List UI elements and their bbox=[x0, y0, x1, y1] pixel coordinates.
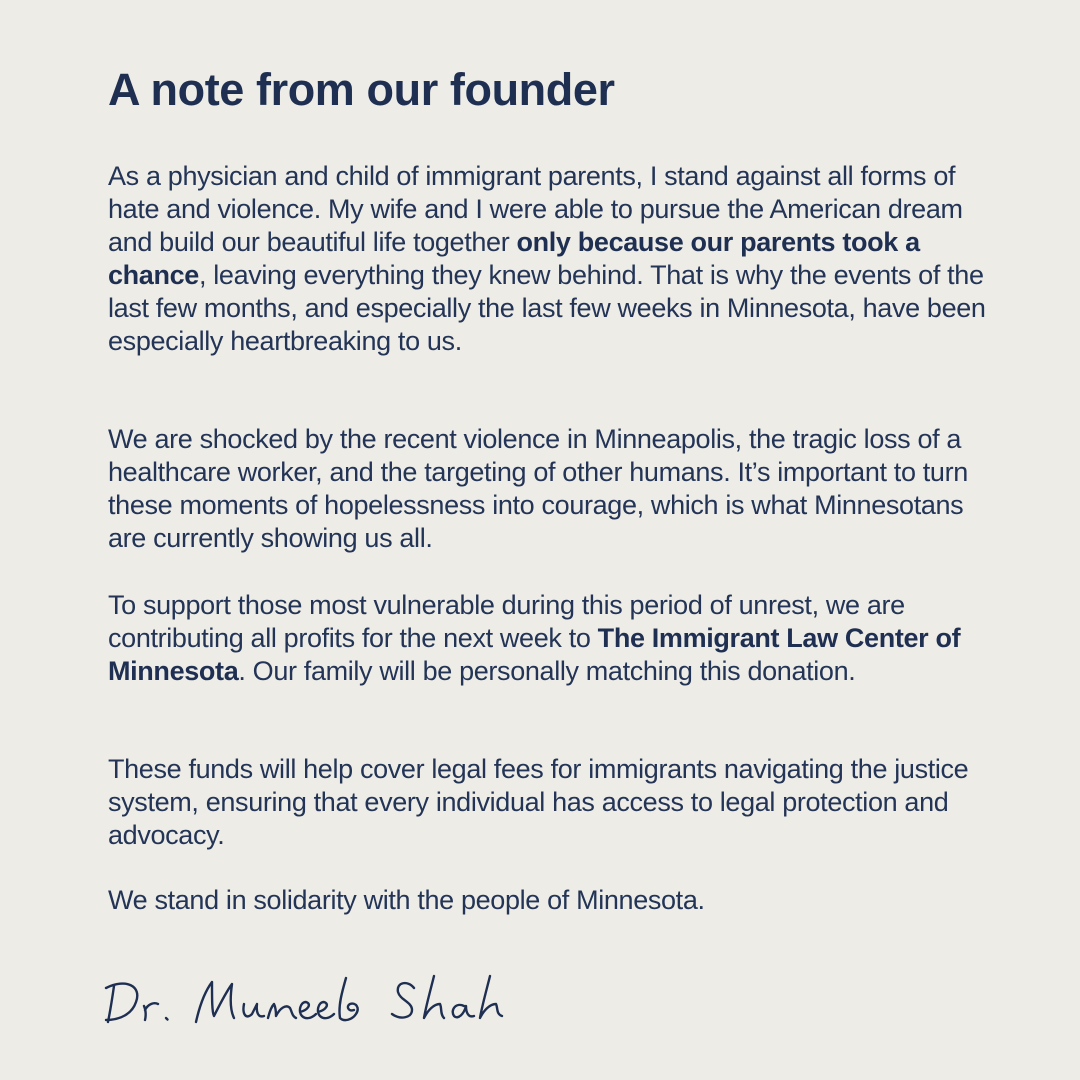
paragraph-solidarity: We stand in solidarity with the people of Minnesota. bbox=[108, 885, 705, 915]
signature-image bbox=[100, 960, 540, 1040]
emphasis-text: only because our parents took a chance bbox=[108, 227, 920, 290]
organization-name: The Immigrant Law Center of Minnesota bbox=[108, 623, 961, 686]
paragraph-text: As a physician and child of immigrant parents, I stand against all forms of hate and violence. My wife and I were able to pursue the American dream and build our beautiful life together bbox=[108, 161, 963, 257]
paragraph-violence: We are shocked by the recent violence in Minneapolis, the tragic loss of a healthcare worker, and the targeting of other humans. It’s important to turn these moments of hopelessness into courage, which is what Minnesotans are currently showing us all. bbox=[108, 424, 968, 553]
paragraph-funds-usage: These funds will help cover legal fees for immigrants navigating the justice system, ensuring that every individual has access to legal protection and advocacy. bbox=[108, 754, 969, 850]
page-title: A note from our founder bbox=[108, 64, 615, 115]
paragraph-donation bbox=[108, 589, 988, 688]
paragraph-text: To support those most vulnerable during this period of unrest, we are contributing all profits for the next week to bbox=[108, 590, 905, 653]
paragraph-personal-story bbox=[108, 160, 988, 358]
paragraph-text: , leaving everything they knew behind. That is why the events of the last few months, and especially the last few weeks in Minnesota, have been especially heartbreaking to us. bbox=[108, 260, 986, 356]
paragraph-text: . Our family will be personally matching this donation. bbox=[238, 656, 856, 686]
